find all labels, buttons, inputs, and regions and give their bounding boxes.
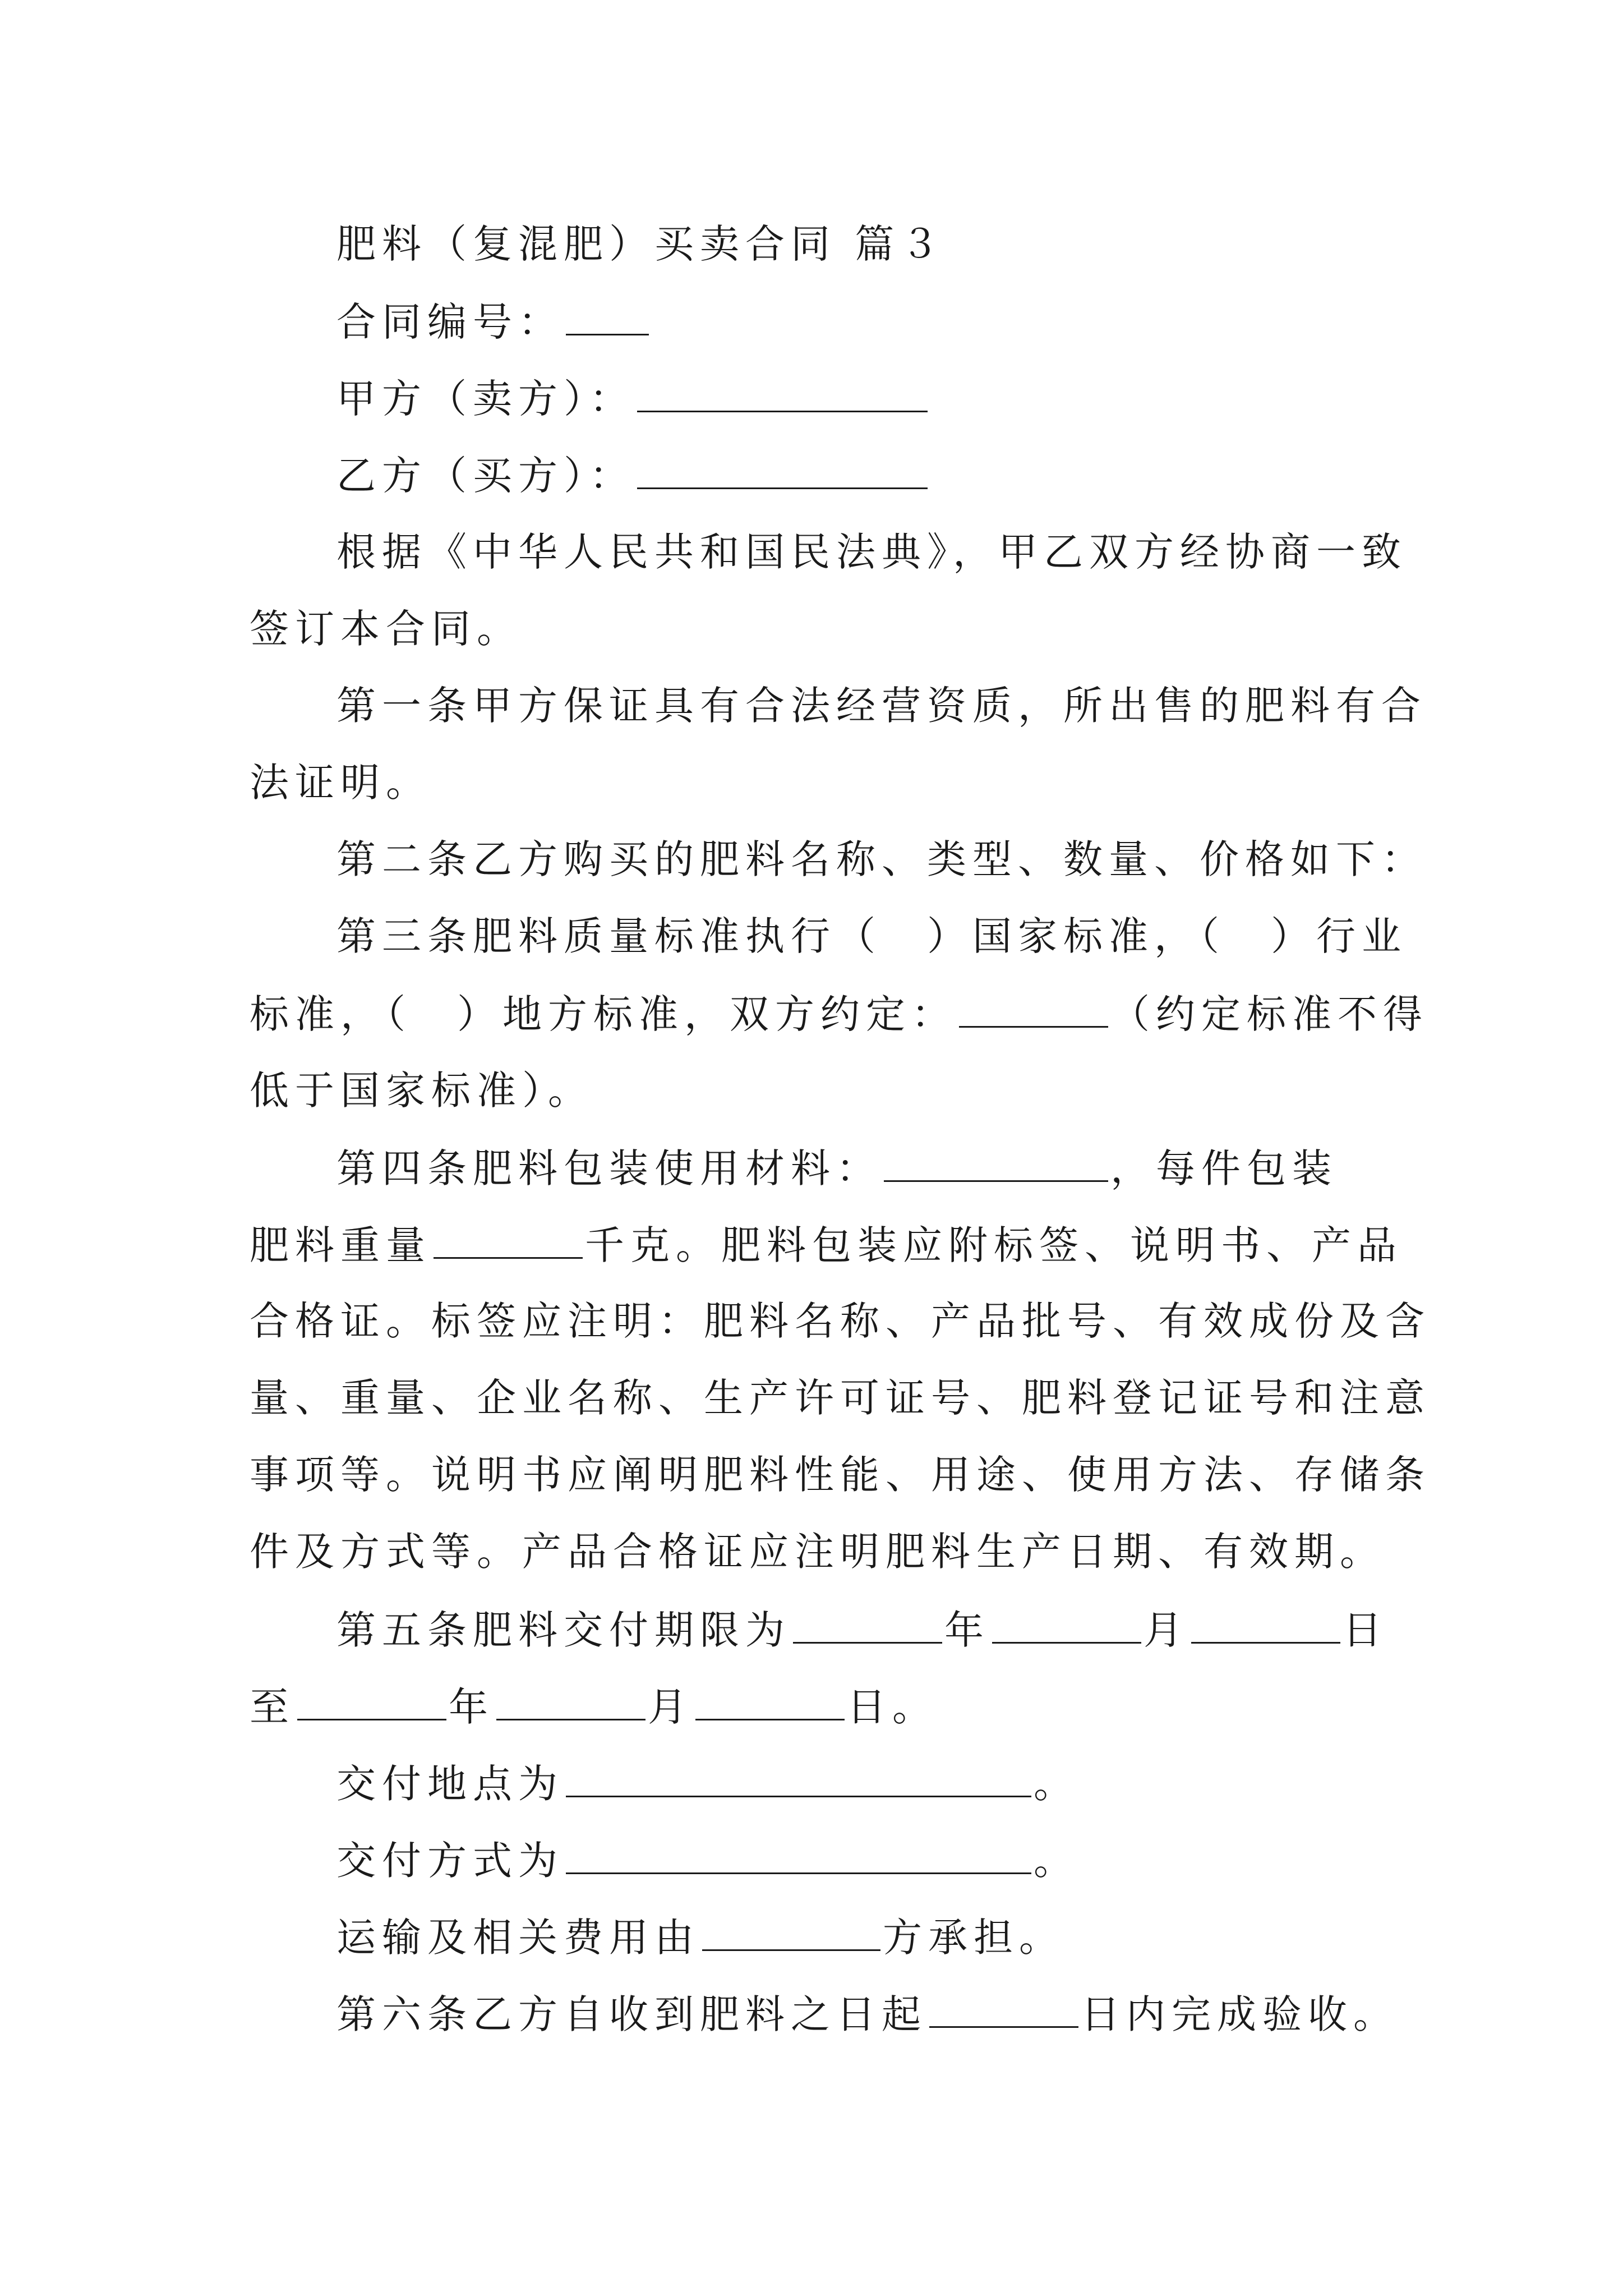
start-year-blank[interactable]: [793, 1609, 942, 1644]
end-month-blank[interactable]: [496, 1686, 645, 1720]
article-5-text-2a: 至: [250, 1684, 295, 1730]
article-3-text-1: 第三条肥料质量标准执行（ ）国家标准，（ ）行业: [336, 913, 1407, 959]
preamble-text-1: 根据《中华人民共和国民法典》，甲乙双方经协商一致: [336, 529, 1407, 575]
article-3-text-3: 低于国家标准）。: [250, 1068, 593, 1114]
inspection-days-blank[interactable]: [929, 1994, 1078, 2028]
party-b-blank[interactable]: [637, 455, 928, 489]
packaging-material-blank[interactable]: [884, 1148, 1108, 1182]
preamble-line-1: [336, 529, 1407, 575]
party-a-blank[interactable]: [637, 378, 928, 412]
start-day-label: 日: [1343, 1607, 1388, 1653]
title-text: 肥料（复混肥）买卖合同 篇３: [336, 221, 946, 267]
document-title: [336, 221, 946, 267]
party-a-label: 甲方（卖方）：: [336, 376, 635, 422]
article-1-line-2: [250, 760, 431, 806]
start-day-blank[interactable]: [1191, 1609, 1340, 1644]
article-6-text-a: 第六条乙方自收到肥料之日起: [336, 1991, 927, 2037]
delivery-place-period: 。: [1034, 1761, 1079, 1807]
delivery-place-line: [336, 1761, 1079, 1807]
article-4-line-3: [250, 1298, 1431, 1344]
article-1-line-1: [336, 683, 1427, 729]
article-3-line-1: [336, 913, 1407, 959]
article-2-line-1: [336, 836, 1427, 882]
party-b-label: 乙方（买方）：: [336, 453, 635, 499]
article-1-text-2: 法证明。: [250, 760, 431, 806]
delivery-method-label: 交付方式为: [336, 1838, 564, 1884]
article-5-line-1: [336, 1607, 1388, 1653]
start-month-blank[interactable]: [992, 1609, 1141, 1644]
article-4-text-2a: 肥料重量: [250, 1222, 431, 1268]
end-day-blank[interactable]: [695, 1686, 845, 1720]
contract-number-line: [336, 299, 651, 345]
article-6-text-b: 日内完成验收。: [1081, 1991, 1399, 2037]
article-1-text-1: 第一条甲方保证具有合法经营资质，所出售的肥料有合: [336, 683, 1427, 729]
transport-cost-text-a: 运输及相关费用由: [336, 1915, 700, 1961]
article-4-text-1b: ，每件包装: [1110, 1145, 1338, 1191]
delivery-place-blank[interactable]: [566, 1763, 1031, 1797]
article-4-text-2b: 千克。肥料包装应附标签、说明书、产品: [585, 1222, 1403, 1268]
agreed-standard-blank[interactable]: [959, 993, 1108, 1028]
party-b-line: [336, 453, 930, 499]
transport-cost-text-b: 方承担。: [883, 1915, 1064, 1961]
transport-cost-line: [336, 1915, 1064, 1961]
article-5-text-1a: 第五条肥料交付期限为: [336, 1607, 791, 1653]
article-3-line-2: [250, 991, 1428, 1037]
article-2-text-1: 第二条乙方购买的肥料名称、类型、数量、价格如下：: [336, 836, 1427, 882]
article-4-line-1: [336, 1145, 1338, 1191]
article-4-line-6: [250, 1529, 1385, 1575]
end-year-label: 年: [449, 1684, 494, 1730]
end-day-label: 日。: [847, 1684, 938, 1730]
article-4-text-6: 件及方式等。产品合格证应注明肥料生产日期、有效期。: [250, 1529, 1385, 1575]
preamble-line-2: [250, 606, 522, 652]
article-3-line-3: [250, 1068, 593, 1114]
article-4-text-1a: 第四条肥料包装使用材料：: [336, 1145, 882, 1191]
delivery-method-line: [336, 1838, 1079, 1884]
contract-number-label: 合同编号：: [336, 299, 564, 345]
party-a-line: [336, 376, 930, 422]
delivery-method-blank[interactable]: [566, 1840, 1031, 1874]
article-4-line-2: [250, 1222, 1403, 1268]
article-4-text-5: 事项等。说明书应阐明肥料性能、用途、使用方法、存储条: [250, 1452, 1431, 1498]
article-3-text-2b: （约定标准不得: [1110, 991, 1428, 1037]
end-year-blank[interactable]: [297, 1686, 446, 1720]
start-month-label: 月: [1144, 1607, 1189, 1653]
article-3-text-2a: 标准，（ ）地方标准，双方约定：: [250, 991, 957, 1037]
article-5-line-2: [250, 1684, 938, 1730]
package-weight-blank[interactable]: [434, 1225, 583, 1259]
delivery-method-period: 。: [1034, 1838, 1079, 1884]
article-4-text-3: 合格证。标签应注明：肥料名称、产品批号、有效成份及含: [250, 1298, 1431, 1344]
article-4-text-4: 量、重量、企业名称、生产许可证号、肥料登记证号和注意: [250, 1375, 1431, 1421]
preamble-text-2: 签订本合同。: [250, 606, 522, 652]
start-year-label: 年: [944, 1607, 990, 1653]
end-month-label: 月: [648, 1684, 693, 1730]
contract-number-blank[interactable]: [566, 301, 649, 335]
article-4-line-5: [250, 1452, 1431, 1498]
article-6-line-1: [336, 1991, 1399, 2037]
article-4-line-4: [250, 1375, 1431, 1421]
delivery-place-label: 交付地点为: [336, 1761, 564, 1807]
transport-party-blank[interactable]: [702, 1917, 880, 1951]
